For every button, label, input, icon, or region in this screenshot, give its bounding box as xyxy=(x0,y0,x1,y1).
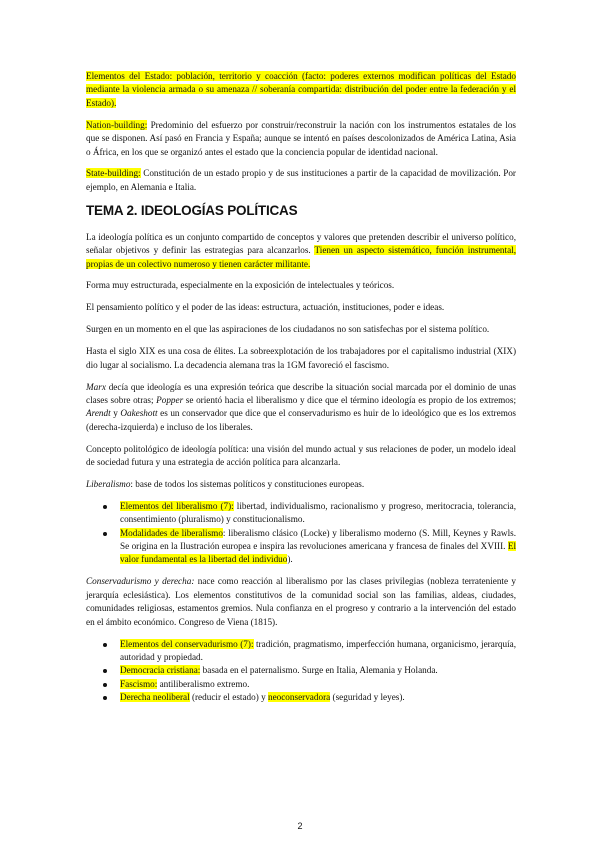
highlight: neoconservadora xyxy=(267,692,331,703)
author-marx: Marx xyxy=(86,381,106,392)
list-item xyxy=(86,638,516,665)
list-item-text: (reducir el estado) y xyxy=(189,692,268,703)
bullet-icon xyxy=(103,505,107,509)
liberalismo-list xyxy=(86,500,516,567)
paragraph-ideologia-definicion xyxy=(86,231,516,271)
paragraph-text: : base de todos los sistemas políticos y constituciones europeas. xyxy=(130,478,365,489)
list-item-text: : liberalismo clásico (Locke) y liberalismo moderno (S. Mill, Keynes y Rawls. Se origina en la Ilustración europea e inspira las revoluciones americana y francesa de finales del XVIII. xyxy=(120,527,516,552)
list-item xyxy=(86,664,516,677)
paragraph-text: se orientó hacia el liberalismo y dice que el término ideología es propio de los extremos; xyxy=(183,394,517,405)
paragraph-autores xyxy=(86,381,516,435)
paragraph-text: y xyxy=(110,408,121,419)
paragraph-estructurada: Forma muy estructurada, especialmente en la exposición de intelectuales y teóricos. xyxy=(86,280,395,291)
bullet-icon xyxy=(103,532,107,536)
list-item-text: ). xyxy=(287,554,293,565)
list-item xyxy=(86,691,516,704)
paragraph-concepto-politologico: Concepto politológico de ideología política: una visión del mundo actual y sus relaciones de poder, un modelo ideal de sociedad futura y una estrategia de acción política para alcanzarla. xyxy=(86,443,516,468)
paragraph-text: La ideología política es un conjunto compartido de conceptos y valores que pretenden describir el universo político, señalar objetivos y definir las estrategias para alcanzarlos. xyxy=(86,231,516,256)
bullet-icon xyxy=(103,683,107,687)
paragraph-nation-building xyxy=(86,119,516,159)
highlight: Fascismo: xyxy=(120,678,158,689)
highlight: Modalidades de liberalismo xyxy=(120,527,223,538)
page-number: 2 xyxy=(297,821,303,831)
paragraph-state-building xyxy=(86,167,516,194)
list-item xyxy=(86,678,516,691)
conservadurismo-list xyxy=(86,638,516,705)
paragraph-siglo-xix: Hasta el siglo XIX es una cosa de élites. La sobreexplotación de los trabajadores por el capitalismo industrial (XIX) dio lugar al socialismo. La decadencia alemana tras la 1GM favoreció el fascismo. xyxy=(86,346,516,370)
author-oakeshott: Oakeshott xyxy=(120,408,158,419)
highlight: Derecha neoliberal xyxy=(120,692,190,703)
bullet-icon xyxy=(103,669,107,673)
list-item-text: antiliberalismo extremo. xyxy=(157,678,250,689)
highlight: Democracia cristiana: xyxy=(120,665,201,676)
paragraph-liberalismo xyxy=(86,478,516,491)
paragraph-conservadurismo xyxy=(86,575,516,629)
highlight: El valor fundamental es la libertad del individuo xyxy=(120,541,516,565)
list-item xyxy=(86,527,516,567)
list-item xyxy=(86,500,516,527)
paragraph-text: Predominio del esfuerzo por construir/reconstruir la nación con los instrumentos estatales de los que se disponen. Así pasó en Francia y España; aunque se intentó en países descolonizados de América Latina, Asia o África, en los que se organizó antes el estado que la conciencia popular de identidad nacional. xyxy=(86,119,516,157)
bullet-icon xyxy=(103,696,107,700)
paragraph-elementos-estado xyxy=(86,70,516,110)
author-popper: Popper xyxy=(156,394,184,405)
list-item-text: libertad, individualismo, racionalismo y progreso, meritocracia, tolerancia, consentimiento (pluralismo) y constitucionalismo. xyxy=(120,500,516,525)
list-item-text: (seguridad y leyes). xyxy=(330,692,405,703)
highlight: Elementos del liberalismo (7): xyxy=(120,500,234,511)
paragraph-text: es un conservador que dice que el conservadurismo es huir de lo ideológico que es los extremos (derecha-izquierda) e incluso de los liberales. xyxy=(86,408,517,432)
author-arendt: Arendt xyxy=(86,408,111,419)
list-item-text: basada en el paternalismo. Surge en Italia, Alemania y Holanda. xyxy=(200,665,438,676)
paragraph-text: decía que ideología es una expresión teórica que describe la situación social marcada por el dominio de unas clases sobre otras; xyxy=(86,381,516,405)
paragraph-pensamiento-politico: El pensamiento político y el poder de las ideas: estructura, actuación, instituciones, poder e ideas. xyxy=(86,302,445,313)
page-content xyxy=(86,70,516,713)
highlight: Elementos del conservadurismo (7): xyxy=(120,638,254,649)
section-heading: TEMA 2. IDEOLOGÍAS POLÍTICAS xyxy=(86,202,298,218)
term-liberalismo: Liberalismo xyxy=(86,478,131,489)
list-item-text: tradición, pragmatismo, imperfección humana, organicismo, jerarquía, autoridad y propiedad. xyxy=(120,638,516,662)
highlight: Elementos del Estado: población, territorio y coacción (facto: poderes externos modifican políticas del Estado mediante la violencia armada o su amenaza // soberanía compartida: distribución del poder entre la federación y el Estado). xyxy=(86,71,516,108)
paragraph-text: nace como reacción al liberalismo por las clases privilegias (nobleza terrateniente y jerarquía eclesiástica). Los elementos constitutivos de la comunidad social son las familias, aldeas, ciudades, comunidades religiosas, estamentos gremios. Nula confianza en el progreso y contrario a la intervención del estado en el ámbito económico. Congreso de Viena (1815). xyxy=(86,576,516,627)
term-conservadurismo: Conservadurismo y derecha: xyxy=(86,576,195,587)
term-state-building: State-building: xyxy=(86,168,141,179)
bullet-icon xyxy=(103,643,107,647)
highlight: Tienen un aspecto sistemático, función instrumental, propias de un colectivo numeroso y tienen carácter militante. xyxy=(86,245,516,269)
paragraph-surgen: Surgen en un momento en el que las aspiraciones de los ciudadanos no son satisfechas por el sistema político. xyxy=(86,324,490,335)
term-nation-building: Nation-building: xyxy=(86,119,148,130)
paragraph-text: Constitución de un estado propio y de sus instituciones a partir de la capacidad de movilización. Por ejemplo, en Alemania e Italia. xyxy=(86,168,516,192)
